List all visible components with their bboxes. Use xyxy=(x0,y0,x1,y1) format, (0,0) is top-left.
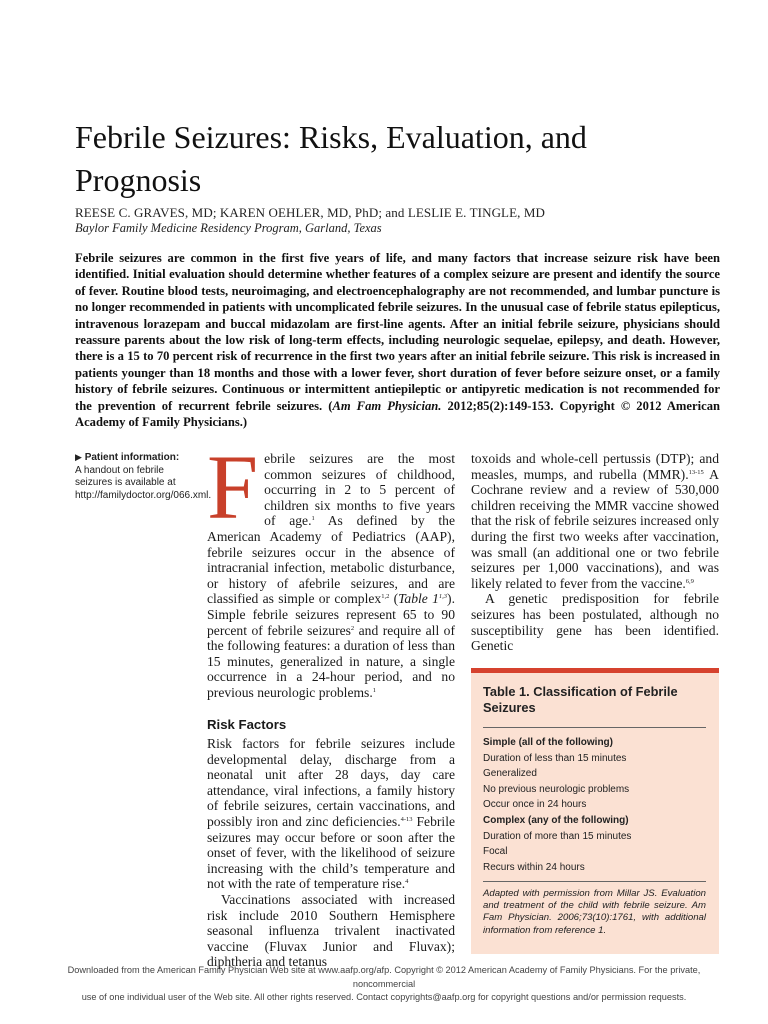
abstract-text: Febrile seizures are common in the first five years of life, and many factors that increase seizure risk have been identified. Initial evaluation should determine whether features of a complex seizure are present and identify the source of fever. Routine blood tests, neuroimaging, and electroencephalography are not recommended, and lumbar puncture is no longer recommended in patients with uncomplicated febrile seizures. In the unusual case of febrile status epilepticus, intravenous lorazepam and buccal midazolam are first-line agents. After an initial febrile seizure, physicians should reassure parents about the low risk of long-term effects, including neurologic sequelae, epilepsy, and death. However, there is a 15 to 70 percent risk of recurrence in the first two years after an initial febrile seizure. This risk is increased in patients younger than 18 months and those with a lower fever, short duration of fever before seizure onset, or a family history of febrile seizures. Continuous or intermittent antiepileptic or antipyretic medication is not recommended for the prevention of recurrent febrile seizures. ( xyxy=(75,251,720,413)
intro-text-4: ). Simple febrile seizures represent 65 to 90 percent of febrile seizures xyxy=(207,591,455,638)
table-row: Focal xyxy=(483,846,508,858)
citation-ref: 1 xyxy=(311,515,315,523)
section-heading-risk-factors: Risk Factors xyxy=(207,716,287,732)
table-row: Duration of less than 15 minutes xyxy=(483,752,627,764)
patient-information-label: Patient information: xyxy=(84,452,180,463)
author-affiliation: Baylor Family Medicine Residency Program, Garland, Texas xyxy=(75,221,382,235)
intro-paragraph xyxy=(207,436,455,701)
table-divider xyxy=(483,727,706,728)
table-title: Table 1. Classification of Febrile Seizures xyxy=(483,684,678,715)
citation-ref: 6,9 xyxy=(685,577,694,585)
vaccine-text-1: toxoids and whole-cell pertussis (DTP); and measles, mumps, and rubella (MMR). xyxy=(471,451,719,482)
intro-text-3: ( xyxy=(389,591,399,607)
table-row: Generalized xyxy=(483,768,537,780)
article-title: Febrile Seizures: Risks, Evaluation, and Prognosis xyxy=(75,119,587,198)
vaccinations-paragraph: Vaccinations associated with increased risk include 2010 Southern Hemisphere seasonal influenza trivalent inactivated vaccine (Fluvax Junior and Fluvax); diphtheria and tetanus xyxy=(207,892,455,970)
table-reference-link[interactable]: Table 1 xyxy=(398,591,439,607)
genetics-paragraph: A genetic predisposition for febrile seizures has been postulated, although no susceptibility gene has been identified. Genetic xyxy=(471,591,719,654)
page-footer xyxy=(40,964,728,1005)
drop-cap: F xyxy=(207,436,259,538)
body-column-2 xyxy=(471,451,719,654)
vaccinations-continued-paragraph xyxy=(471,451,719,591)
citation-ref: 1 xyxy=(372,686,376,694)
intro-text-1: ebrile seizures are the most common seizures of childhood, occurring in 2 to 5 percent of children six months to five years of age. xyxy=(264,451,455,529)
table-row: Duration of more than 15 minutes xyxy=(483,830,632,842)
abstract xyxy=(75,250,720,430)
citation-ref: 13-15 xyxy=(688,468,704,476)
table-1-box xyxy=(471,668,719,954)
table-source-note: Adapted with permission from Millar JS. Evaluation and treatment of the child with febrile seizure. Am Fam Physician. 2006;73(10):1761, with additional information from reference 1. xyxy=(483,888,706,936)
triangle-marker-icon: ▶ xyxy=(75,452,82,462)
table-category-row: Simple (all of the following) xyxy=(483,737,613,748)
citation-ref: 4-13 xyxy=(400,816,413,824)
citation-ref: 1,3 xyxy=(438,593,448,601)
table-row: Occur once in 24 hours xyxy=(483,799,587,811)
abstract-citation: 2012;85(2):149-153. Copyright © 2012 American Academy of Family Physicians.) xyxy=(75,398,720,430)
footer-line-1: Downloaded from the American Family Physician Web site at www.aafp.org/afp. Copyright © 2012 American Academy of Family Physicians. For the private, noncommercial xyxy=(67,965,701,989)
citation-ref: 2 xyxy=(350,624,355,632)
table-row: No previous neurologic problems xyxy=(483,783,630,795)
patient-information-sidebar xyxy=(75,451,212,502)
patient-information-text: A handout on febrile seizures is available at http://familydoctor.org/066.xml. xyxy=(75,464,212,501)
abstract-journal: Am Fam Physician. xyxy=(332,398,442,413)
risk-text-2: Febrile seizures may occur before or soon after the onset of fever, with the likelihood of seizure increasing with the child’s temperature and not with the rate of temperature rise. xyxy=(207,814,456,892)
intro-text-2: As defined by the American Academy of Pediatrics (AAP), febrile seizures occur in the absence of intracranial infection, metabolic disturbance, or history of afebrile seizures, and are classified as simple or complex xyxy=(207,513,455,607)
risk-text-1: Risk factors for febrile seizures include developmental delay, discharge from a neonatal unit after 28 days, day care attendance, viral infections, a family history of febrile seizures, certain vaccinations, and possibly iron and zinc deficiencies. xyxy=(207,736,455,830)
citation-ref: 4 xyxy=(405,878,409,886)
table-category-row: Complex (any of the following) xyxy=(483,814,629,826)
table-divider xyxy=(483,881,706,882)
table-row: Recurs within 24 hours xyxy=(483,861,585,873)
body-column-1 xyxy=(207,436,456,970)
risk-factors-paragraph xyxy=(207,736,455,892)
table-rows xyxy=(483,735,708,875)
citation-ref: 1,2 xyxy=(381,593,390,601)
footer-line-2: use of one individual user of the Web site. All other rights reserved. Contact copyrights@aafp.org for copyright questions and/or permission requests. xyxy=(81,992,687,1002)
author-list: REESE C. GRAVES, MD; KAREN OEHLER, MD, PhD; and LESLIE E. TINGLE, MD xyxy=(75,205,545,220)
intro-text-5: and require all of the following features: a duration of less than 15 minutes, generalized in nature, a single occurrence in a 24-hour period, and no previous neurologic problems. xyxy=(207,622,455,700)
vaccine-text-2: A Cochrane review and a review of 530,000 children receiving the MMR vaccine showed that the risk of febrile seizures increased only during the first two weeks after vaccination, was small (an additional one or two febrile seizures per 1,000 vaccinations), and was likely related to fever from the vaccine. xyxy=(471,466,719,591)
